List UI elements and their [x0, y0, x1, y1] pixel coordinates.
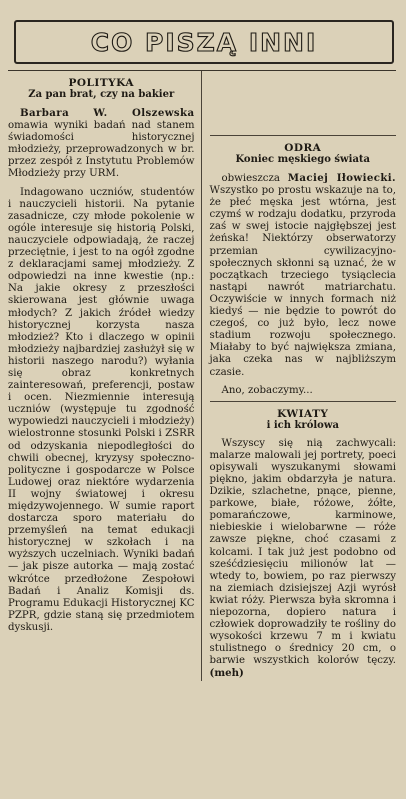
polityka-paragraph-1-text: omawia wyniki badań nad stanem świadomości historycznej młodzieży, przeprowadzonych w br. przez zespół z Instytutu Problemów Młodzieży przy URM.: [8, 120, 195, 180]
column-title: CO PISZĄ INNI: [90, 27, 318, 57]
polityka-subtitle: Za pan brat, czy na bakier: [28, 89, 175, 100]
odra-rule: [210, 135, 397, 136]
kwiaty-paragraph-1-text: Wszyscy się nią zachwycali: malarze malowali jej portrety, poeci opisywali wyszukanymi słowami piękno, jakim obdarzyła je natura. Dzikie, szlachetne, pnące, pienne, parkowe, białe, różowe, żółte, pomarańczowe, karminowe, niebieskie i wielobarwne — róże zawsze piękne, choć czasami z kolcami. I tak już jest podobno od sześćdziesięciu milionów lat — wtedy to, bowiem, po raz pierwszy na ziemiach dzisiejszej Azji wyrósł kwiat róży. Pierwsza była skromna i niepozorna, dopiero natura i człowiek doprowadziły te rośliny do wysokości krzewu 7 m i kwiatu stulistnego o średnicy 20 cm, o barwie wszystkich kolorów tęczy.: [209, 437, 396, 667]
odra-paragraph-1: [210, 172, 397, 379]
polityka-continuation-space: [210, 71, 397, 131]
polityka-paragraph-1: [8, 107, 195, 181]
kwiaty-subtitle: i ich królowa: [266, 419, 339, 431]
kwiaty-signature: (meh): [209, 667, 244, 680]
kwiaty-title: KWIATY: [277, 407, 329, 420]
kwiaty-rule: [210, 401, 397, 402]
left-column: [8, 71, 202, 681]
odra-lead: obwieszcza: [221, 173, 280, 184]
odra-subtitle: Koniec męskiego świata: [235, 154, 371, 165]
polityka-title: POLITYKA: [68, 77, 134, 89]
polityka-author: Barbara W. Olszewska: [20, 107, 195, 119]
odra-author: Maciej Iłowiecki.: [287, 172, 396, 184]
right-column: [210, 71, 397, 681]
polityka-paragraph-2: Indagowano uczniów, studentów i nauczycieli historii. Na pytanie zasadnicze, czy młode pokolenie w ogóle interesuje się historią Polski, nauczyciele odpowiadają, że raczej przeciętnie, i jest to na ogół zgodne z deklaracjami samej młodzieży. Z odpowiedzi na inne kwestie (np.: Na jakie okresy z przeszłości skierowana jest głównie uwaga młodych? Z jakich źródeł wiedzy historycznej korzysta nasza młodzież? Kto i dlaczego w opinii młodzieży najbardziej zasłużył się w historii naszego narodu?) wyłania się obraz konkretnych zainteresowań, preferencji, postaw i ocen. Niezmiennie interesują uczniów (występuje tu zgodność wypowiedzi nauczycieli i młodzieży) wielostronne stosunki Polski i ZSRR od odzyskania niepodległości do chwili obecnej, kryzysy społeczno-polityczne i gospodarcze w Polsce Ludowej oraz niektóre wydarzenia II wojny światowej i okresu międzywojennego. W sumie raport dostarcza sporo materiału do przemyśleń na temat edukacji historycznej w szkołach i na wyższych uczelniach. Wyniki badań — jak pisze autorka — mają zostać wkrótce przedłożone Zespołowi Badań i Analiz Komisji ds. Programu Edukacji Historycznej KC PZPR, gdzie staną się przedmiotem dyskusji.: [8, 186, 195, 633]
odra-closing: Ano, zobaczymy...: [221, 384, 313, 396]
odra-paragraph-1-text: Wszystko po prostu wskazuje na to, że płeć męska jest wtórna, jest czymś w rodzaju dodatku, przyroda zaś w swej istocie najgłębszej jest żeńska! Niektórzy obserwatorzy przemian cywilizacyjno-społecznych skłonni są uznać, że w początkach trzeciego tysiąclecia nastąpi nawrót matriarchatu. Oczywiście w innych formach niż kiedyś — nie będzie to powrót do czegoś, co już było, lecz nowe stadium rozwoju społecznego. Miałaby to być największa zmiana, jaka czeka nas w najbliższym czasie.: [209, 185, 396, 378]
article-columns: [4, 71, 400, 681]
kwiaty-paragraph-1: [210, 438, 397, 681]
column-header-box: [14, 20, 394, 64]
odra-title: ODRA: [284, 142, 322, 154]
